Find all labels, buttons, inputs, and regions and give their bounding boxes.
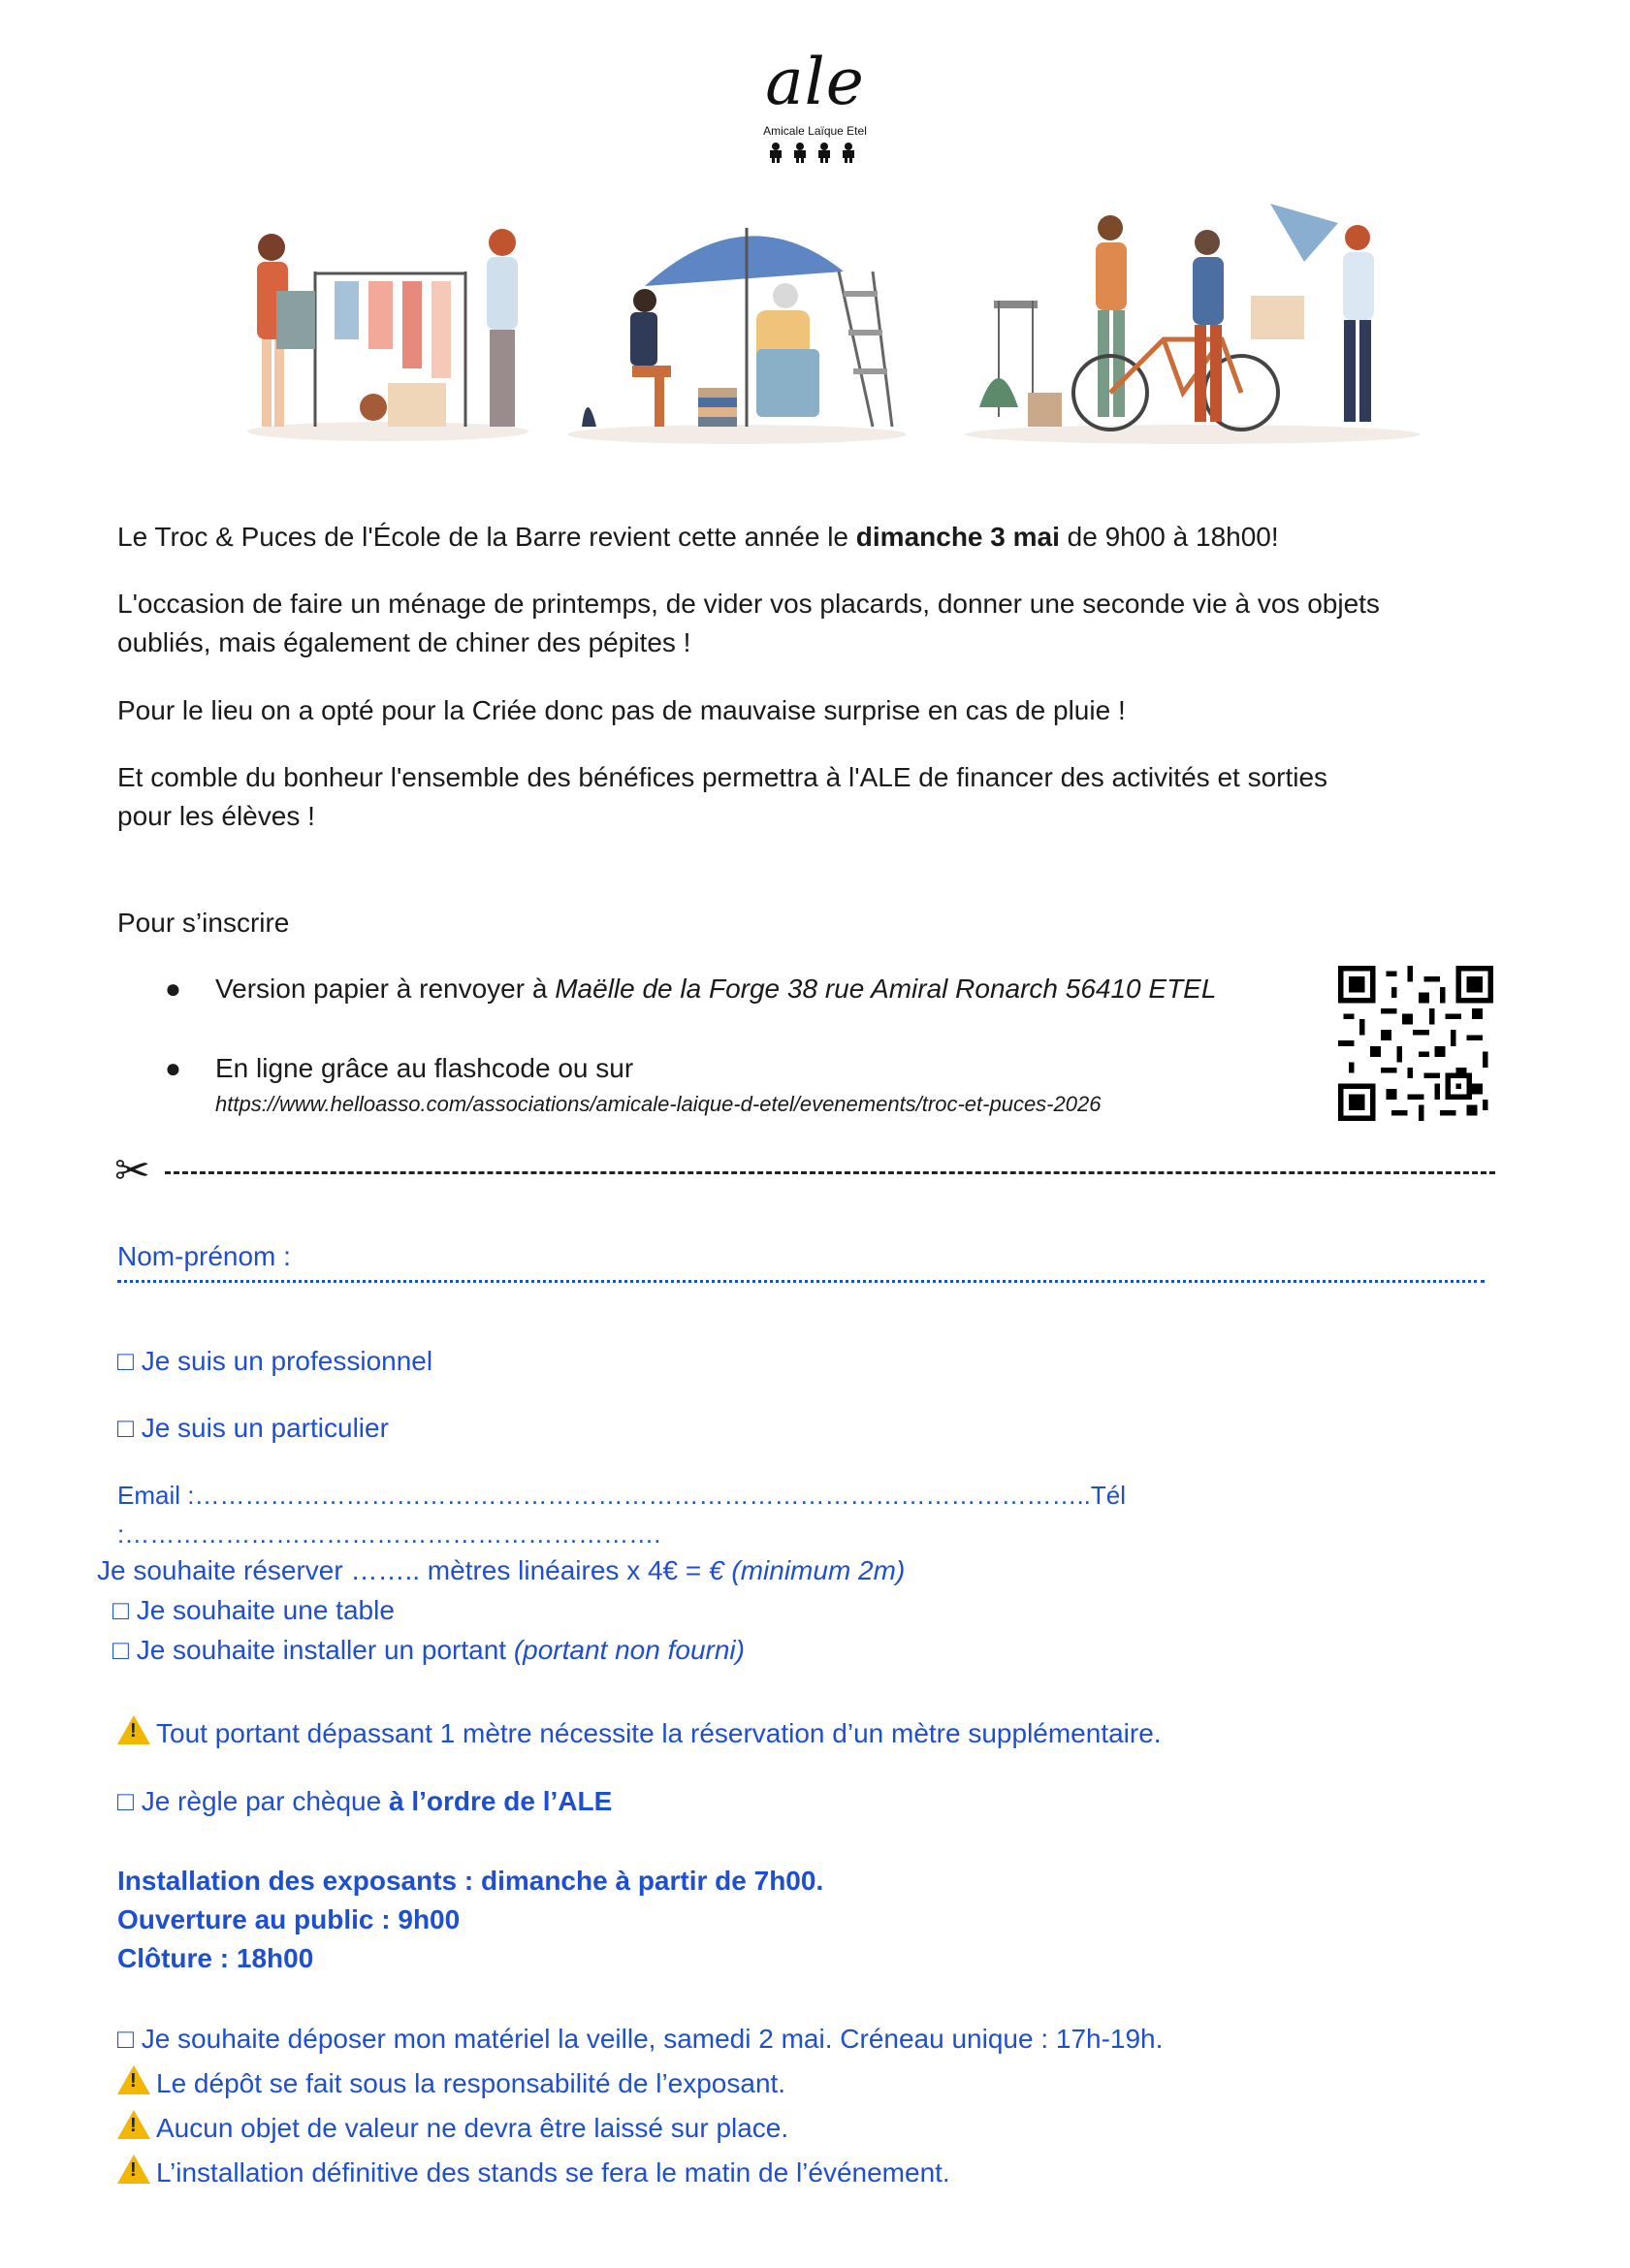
name-label: Nom-prénom : [117, 1241, 291, 1271]
closing-time: Clôture : 18h00 [117, 1943, 314, 1973]
checkbox-deposit-eve[interactable]: □ Je souhaite déposer mon matériel la veille, samedi 2 mai. Créneau unique : 17h-19h. [117, 2024, 1164, 2054]
logo-children-icon [764, 142, 861, 163]
intro-p1-before: Le Troc & Puces de l'École de la Barre revient cette année le [117, 522, 856, 552]
scissors-icon: ✂ [114, 1147, 150, 1195]
cut-line [165, 1171, 1495, 1174]
reservation-text: Je souhaite réserver …….. mètres linéaires x 4€ = [97, 1555, 710, 1585]
checkbox-portant[interactable] [112, 1631, 745, 1670]
cheque-payee: à l’ordre de l’ALE [388, 1786, 613, 1816]
warning-portant-text: Tout portant dépassant 1 mètre nécessite la réservation d’un mètre supplémentaire. [156, 1718, 1162, 1748]
email-tel-field[interactable]: Email :……………………………………………………………………………………………..Tél :………………………………………………………. [117, 1481, 1127, 1549]
portant-text: □ Je souhaite installer un portant [112, 1635, 514, 1665]
warning-icon [117, 2110, 150, 2139]
checkbox-table[interactable]: □ Je souhaite une table [112, 1595, 395, 1625]
opening-time: Ouverture au public : 9h00 [117, 1904, 461, 1934]
warning-valuables [117, 2109, 788, 2148]
install-time: Installation des exposants : dimanche à partir de 7h00. [117, 1866, 824, 1896]
checkbox-individual[interactable]: □ Je suis un particulier [117, 1413, 389, 1443]
bicycle-people-illustration [960, 204, 1425, 446]
warning-a-text: Le dépôt se fait sous la responsabilité de l’exposant. [156, 2068, 786, 2098]
warning-b-text: Aucun objet de valeur ne devra être laissé sur place. [156, 2113, 789, 2143]
signup-paper-option [215, 970, 1216, 1008]
portant-note: (portant non fourni) [513, 1635, 745, 1665]
signup-online-option: En ligne grâce au flashcode ou sur [215, 1053, 634, 1083]
intro-paragraph-4-line2: pour les élèves ! [117, 801, 315, 831]
clothes-rack-illustration [242, 204, 533, 446]
intro-paragraph-3: Pour le lieu on a opté pour la Criée donc pas de mauvaise surprise en cas de pluie ! [117, 695, 1126, 725]
bullet-dot: ● [165, 1053, 181, 1083]
reservation-line[interactable] [97, 1551, 905, 1590]
warning-c-text: L’installation définitive des stands se fera le matin de l’événement. [156, 2157, 950, 2188]
checkbox-professional[interactable]: □ Je suis un professionnel [117, 1346, 433, 1376]
warning-portant [117, 1714, 1162, 1753]
warning-deposit-responsibility [117, 2064, 785, 2103]
warning-icon [117, 2155, 150, 2184]
paper-option-text: Version papier à renvoyer à [215, 974, 556, 1004]
intro-paragraph-2-line2: oubliés, mais également de chiner des pépites ! [117, 627, 691, 657]
reservation-minimum: € (minimum 2m) [709, 1555, 906, 1585]
intro-paragraph-4-line1: Et comble du bonheur l'ensemble des bénéfices permettra à l'ALE de financer des activités et sorties [117, 762, 1328, 792]
warning-icon [117, 1715, 150, 1744]
logo-wordmark: ale [765, 45, 865, 119]
logo-subtitle: Amicale Laïque Etel [763, 124, 867, 138]
signup-heading: Pour s’inscrire [117, 908, 290, 938]
cheque-text: □ Je règle par chèque [117, 1786, 389, 1816]
warning-icon [117, 2065, 150, 2094]
books-umbrella-illustration [562, 204, 911, 446]
checkbox-cheque[interactable] [117, 1782, 612, 1821]
intro-paragraph-1 [117, 518, 1279, 557]
warning-final-install [117, 2154, 950, 2192]
bullet-dot: ● [165, 974, 181, 1004]
event-date: dimanche 3 mai [855, 522, 1060, 552]
intro-paragraph-2-line1: L'occasion de faire un ménage de printemps, de vider vos placards, donner une seconde vie à vos objets [117, 589, 1380, 619]
name-field[interactable] [117, 1280, 1485, 1283]
signup-url-link[interactable]: https://www.helloasso.com/associations/amicale-laique-d-etel/evenements/troc-et-puces-2026 [215, 1092, 1102, 1116]
intro-p1-after: de 9h00 à 18h00! [1059, 522, 1279, 552]
qr-code[interactable] [1338, 966, 1493, 1121]
postal-address: Maëlle de la Forge 38 rue Amiral Ronarch 56410 ETEL [555, 974, 1217, 1004]
